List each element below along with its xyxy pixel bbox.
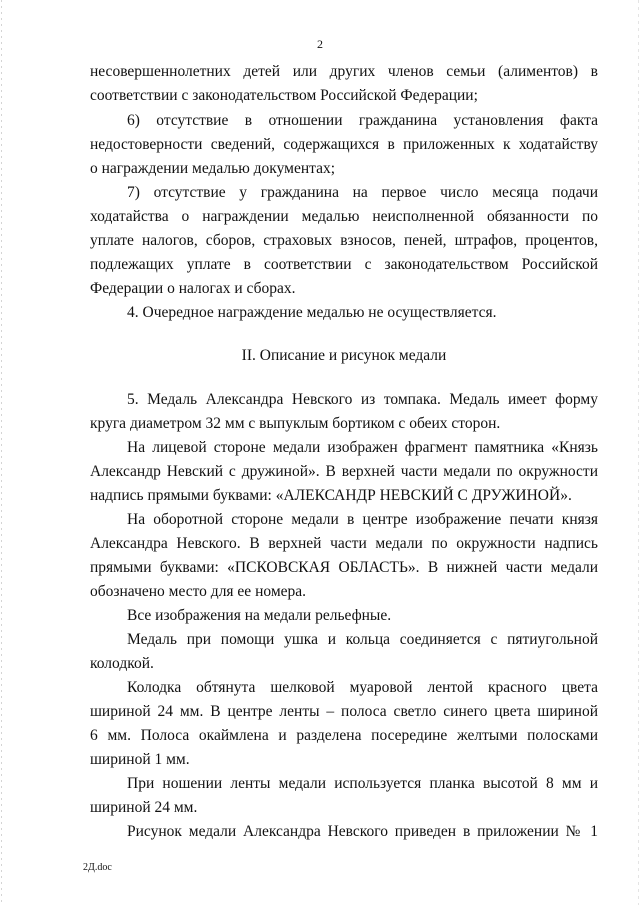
text-line: шириной 24 мм. (90, 799, 198, 816)
text-line: шириной 1 мм. (90, 751, 190, 768)
text-line: 6 мм. Полоса окаймлена и разделена посередине желтыми полосками (90, 727, 598, 744)
text-line: несовершеннолетних детей или других членов семьи (алиментов) в (90, 63, 598, 80)
text-line: соответствии с законодательством Российской Федерации; (90, 87, 478, 104)
text-line: При ношении ленты медали используется планка высотой 8 мм и (127, 775, 598, 792)
text-line: Все изображения на медали рельефные. (127, 607, 392, 624)
text-line: Колодка обтянута шелковой муаровой лентой красного цвета (127, 679, 598, 696)
text-line: Александра Невского. В верхней части медали по окружности надпись (90, 535, 598, 552)
text-line: ходатайства о награждении медалью неисполненной обязанности по (90, 208, 598, 225)
text-line: прямыми буквами: «ПСКОВСКАЯ ОБЛАСТЬ». В нижней части медали (90, 559, 598, 576)
section-heading: II. Описание и рисунок медали (241, 347, 447, 364)
text-line: Федерации о налогах и сборах. (90, 280, 296, 297)
text-line: Медаль при помощи ушка и кольца соединяется с пятиугольной (127, 631, 598, 648)
page-number: 2 (317, 37, 323, 51)
text-line: Рисунок медали Александра Невского приведен в приложении № 1 (127, 823, 598, 840)
text-line: недостоверности сведений, содержащихся в приложенных к ходатайству (90, 136, 598, 153)
text-line: 7) отсутствие у гражданина на первое число месяца подачи (127, 184, 598, 201)
footer-filename: 2Д.doc (83, 862, 112, 873)
text-line: подлежащих уплате в соответствии с законодательством Российской (90, 256, 598, 273)
text-line: обозначено место для ее номера. (90, 583, 307, 600)
text-line: о награждении медалью документах; (90, 160, 336, 177)
scan-edge-left (1, 0, 2, 905)
text-line: шириной 24 мм. В центре ленты – полоса светло синего цвета шириной (90, 703, 598, 720)
text-line: 5. Медаль Александра Невского из томпака. Медаль имеет форму (127, 391, 598, 408)
text-line: колодкой. (90, 655, 154, 672)
text-line: уплате налогов, сборов, страховых взносов, пеней, штрафов, процентов, (90, 232, 598, 249)
text-line: На оборотной стороне медали в центре изображение печати князя (127, 511, 598, 528)
text-line: надпись прямыми буквами: «АЛЕКСАНДР НЕВСКИЙ С ДРУЖИНОЙ». (90, 487, 572, 504)
text-line: На лицевой стороне медали изображен фрагмент памятника «Князь (127, 439, 598, 456)
text-line: 6) отсутствие в отношении гражданина установления факта (127, 112, 598, 129)
text-line: круга диаметром 32 мм с выпуклым бортиком с обеих сторон. (90, 415, 501, 432)
text-line: 4. Очередное награждение медалью не осуществляется. (127, 304, 497, 321)
text-line: Александр Невский с дружиной». В верхней части медали по окружности (90, 463, 598, 480)
scan-edge-right (638, 0, 639, 905)
